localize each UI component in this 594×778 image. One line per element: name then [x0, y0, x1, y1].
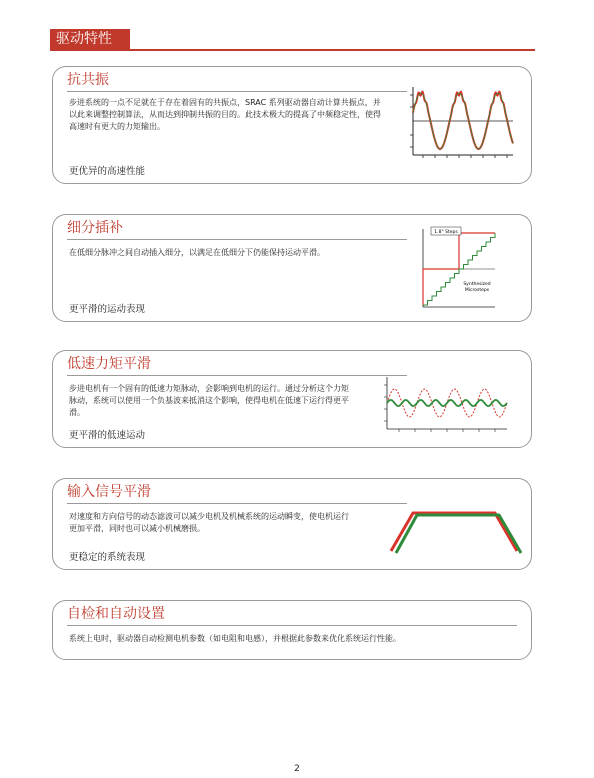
section-self-test — [52, 600, 532, 660]
section-rule — [67, 503, 407, 504]
section-subtitle: 更平滑的低速运动 — [69, 430, 146, 441]
page-number: 2 — [294, 764, 300, 774]
torque-ripple-figure — [383, 375, 511, 435]
figure-label-bottom: Synthesized — [463, 282, 491, 287]
section-body: 在低细分脉冲之间自动插入细分，以满足在低细分下仍能保持运动平滑。 — [69, 248, 325, 257]
section-title: 低速力矩平滑 — [67, 356, 151, 372]
figure-label-top: 1.8° Steps — [434, 230, 458, 235]
section-title: 抗共振 — [67, 72, 109, 88]
section-title: 输入信号平滑 — [67, 484, 151, 500]
section-anti-resonance — [52, 66, 532, 184]
page-title: 驱动特性 — [50, 29, 130, 50]
section-body: 对速度和方向信号的动态滤波可以减少电机及机械系统的运动瞬变，使电机运行更加平滑，同时也可以减小机械磨损。 — [69, 512, 349, 533]
section-title: 自检和自动设置 — [67, 606, 165, 622]
section-input-smoothing — [52, 478, 532, 570]
section-subtitle: 更优异的高速性能 — [69, 166, 146, 177]
section-body: 系统上电时，驱动器自动检测电机参数（如电阻和电感），并根据此参数来优化系统运行性能。 — [69, 634, 401, 643]
section-rule — [67, 91, 407, 92]
section-interpolation — [52, 214, 532, 322]
section-subtitle: 更平滑的运动表现 — [69, 304, 146, 315]
section-rule — [67, 625, 517, 626]
trapezoid-profile-figure — [387, 507, 523, 555]
resonance-figure — [405, 85, 517, 163]
section-rule — [67, 375, 407, 376]
microstep-figure — [419, 225, 499, 309]
section-body: 步进电机有一个固有的低速力矩脉动，会影响到电机的运行。通过分析这个力矩脉动，系统可以使用一个负基波来抵消这个影响，使得电机在低速下运行得更平滑。 — [69, 384, 349, 417]
section-rule — [67, 239, 407, 240]
figure-label-bottom: Microsteps — [464, 288, 490, 293]
section-title: 细分插补 — [67, 220, 123, 236]
section-subtitle: 更稳定的系统表现 — [69, 552, 146, 563]
section-body: 步进系统的一点不足就在于存在着固有的共振点，SRAC 系列驱动器自动计算共振点，并以此来调整控制算法，从而达到抑制共振的目的。此技术极大的提高了中频稳定性，使得高速时有更大的力矩输出。 — [69, 98, 381, 131]
section-low-speed-torque — [52, 350, 532, 448]
